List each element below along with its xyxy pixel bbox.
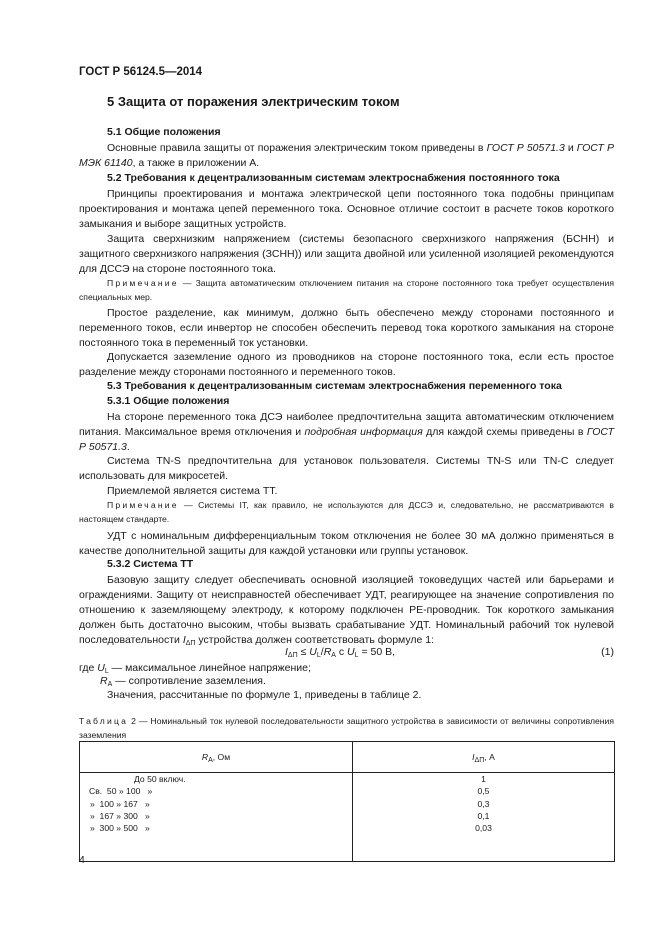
table-header-current: $I_{\Delta\Pi}$, А [353,742,615,773]
section-5-3-1-note: Примечание — Системы IT, как правило, не используются для ДССЭ и, следовательно, не рассматриваются в настоящем стандарте. [79,500,614,524]
table-resistance-values [80,773,353,862]
section-5-3-title: 5.3 Требования к децентрализованным системам электроснабжения переменного тока [107,380,562,392]
table-row: » 167 » 300 » [90,810,150,821]
section-5-3-2-paragraph-2: Значения, рассчитанные по формуле 1, приведены в таблице 2. [107,689,422,701]
section-5-3-1-paragraph-4: УДТ с номинальным дифференциальным током отключения не более 30 мА должно применяться в качестве дополнительной защиты для каждой установки или группы установок. [79,530,614,557]
table-row: До 50 включ. [134,774,186,784]
table-row: » 300 » 500 » [90,823,150,834]
table-2-caption: Таблица 2 — Номинальный ток нулевой последовательности защитного устройства в зависимости от величины сопротивления заземления [79,716,614,740]
formula-expression: $I_{\Delta\Pi} \le U_L/R_A$ с $U_L = 50$ В, [285,646,396,659]
page-number: 4 [79,854,85,866]
table-row: 0,1 [477,810,490,821]
table-current-values [353,773,615,862]
section-5-1-title: 5.1 Общие положения [107,126,221,138]
section-5-2-note: Примечание — Защита автоматическим отключением питания на стороне постоянного тока требует осуществления специальных мер. [79,278,614,302]
table-row: 0,3 [477,798,490,809]
section-5-2-paragraph-4: Допускается заземление одного из проводников на стороне постоянного тока, если есть простое разделение между сторонами постоянного и переменного токов. [79,351,614,378]
section-5-3-2-title: 5.3.2 Система ТТ [107,558,194,570]
table-2 [79,741,615,862]
section-5-2-paragraph-3: Простое разделение, как минимум, должно быть обеспечено между сторонами постоянного и переменного токов, если инвертор не способен обеспечить перевод тока короткого замыкания на стороне постоянного тока в переменный ток установки. [79,307,614,349]
formula-number: (1) [601,646,614,658]
section-5-1-paragraph: Основные правила защиты от поражения электрическим током приведены в ГОСТ Р 50571.3 и ГОСТ Р МЭК 61140, а также в приложении А. [79,142,614,169]
table-row: Св. 50 » 100 » [89,786,153,797]
table-row: 0,5 [477,786,490,797]
section-5-2-paragraph-1: Принципы проектирования и монтажа электрической цепи постоянного тока подобны принципам проектирования и монтажа цепей переменного тока. Основное отличие состоит в расчете токов короткого замыкания и выборе защитных устройств. [79,188,614,230]
section-5-3-1-title: 5.3.1 Общие положения [107,395,230,407]
section-5-2-title: 5.2 Требования к децентрализованным системам электроснабжения постоянного тока [107,172,560,184]
table-row: 0,03 [475,823,492,834]
formula-where-1: где $U_L$ — максимальное линейное напряжение; [79,662,311,675]
section-5-3-2-paragraph: Базовую защиту следует обеспечивать основной изоляцией токоведущих частей или барьерами и ограждениями. Защиту от неисправностей обеспечивает УДТ, реагирующее на значение сопротивления по отношению к заземляющему электроду, к которому подключен РЕ-проводник. Ток короткого замыкания должен быть достаточно высоким, чтобы вызвать срабатывание УДТ. Номинальный рабочий ток нулевой последовательности $I_{\Delta\Pi}$ устройства должен соответствовать формуле 1: [79,574,614,647]
section-5-3-1-paragraph-2: Система TN-S предпочтительна для установок пользователя. Системы TN-S или TN-C следует использовать для микросетей. [79,455,614,482]
formula-where-2: $R_A$ — сопротивление заземления. [100,675,266,688]
document-header: ГОСТ Р 56124.5—2014 [79,66,203,78]
section-5-3-1-paragraph-3: Приемлемой является система ТТ. [107,485,278,497]
section-5-title: 5 Защита от поражения электрическим током [107,94,400,109]
table-row: » 100 » 167 » [90,798,150,809]
section-5-3-1-paragraph-1: На стороне переменного тока ДСЭ наиболее предпочтительна защита автоматическим отключением питания. Максимальное время отключения и подробная информация для каждой схемы приведены в ГОСТ Р 50571.3. [79,411,615,453]
section-5-2-paragraph-2: Защита сверхнизким напряжением (системы безопасного сверхнизкого напряжения (БСНН) и защитного сверхнизкого напряжения (ЗСНН)) или защита двойной или усиленной изоляцией рекомендуются для ДССЭ на стороне постоянного тока. [79,233,614,275]
table-header-resistance: $R_A$, Ом [80,742,353,773]
table-row: 1 [481,774,486,784]
